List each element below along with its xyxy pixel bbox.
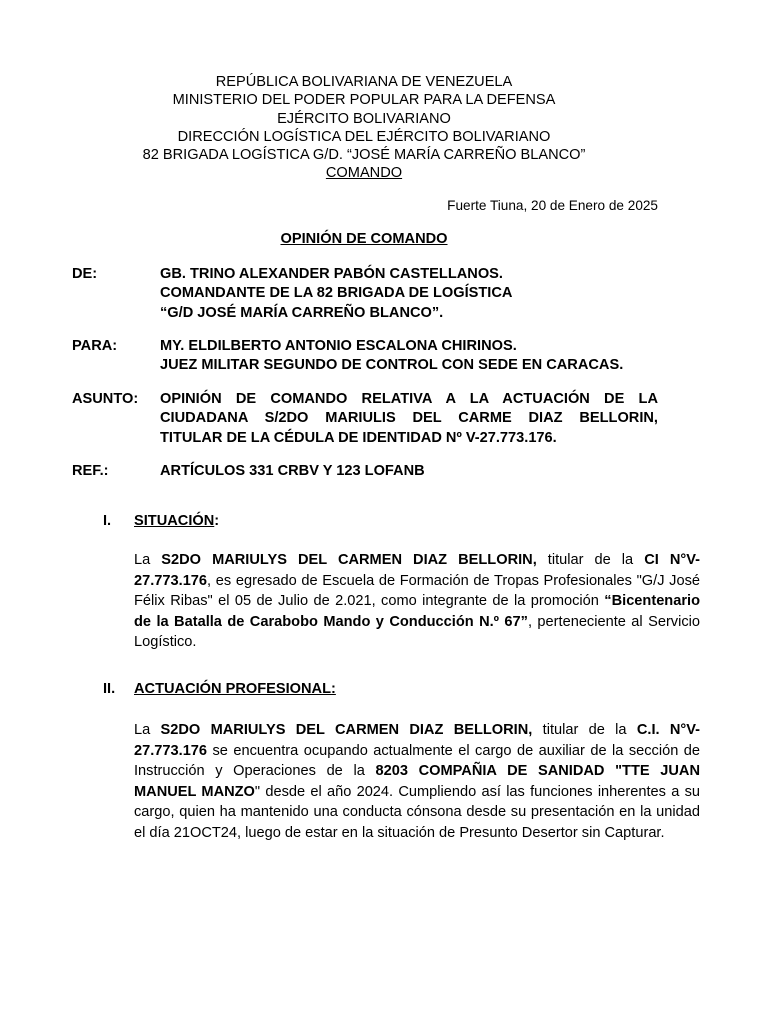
field-para [72, 337, 662, 376]
bold-name: S2DO MARIULYS DEL CARMEN DIAZ BELLORIN, [161, 552, 537, 568]
text-run: " desde el año 2024. Cumpliendo así las funciones inherentes a su cargo, quien ha mantenido una conducta cónsona desde su presentación en la unidad el día 21OCT24, luego de estar en la situación de Presunto Desertor sin Capturar. [134, 783, 700, 841]
text-run: titular de la [536, 552, 645, 568]
document-date: Fuerte Tiuna, 20 de Enero de 2025 [447, 198, 658, 213]
header-line-4: DIRECCIÓN LOGÍSTICA DEL EJÉRCITO BOLIVARIANO [177, 128, 551, 145]
bold-company: 8203 COMPAÑIA DE SANIDAD "TTE JUAN MANUEL MANZO [134, 763, 700, 800]
letterhead [0, 73, 728, 183]
field-asunto [72, 390, 658, 448]
text-run: se encuentra ocupando actualmente el cargo de auxiliar de la sección de Instrucción y Operaciones de la [134, 742, 700, 780]
field-de-line-3: “G/D JOSÉ MARÍA CARREÑO BLANCO”. [160, 304, 444, 321]
section-2-title: ACTUACIÓN PROFESIONAL: [134, 681, 336, 697]
text-run: La [134, 552, 162, 568]
text-run: La [134, 722, 161, 738]
text-run: , es egresado de Escuela de Formación de Tropas Profesionales "G/J José Félix Ribas" el 05 de Julio de 2.021, como integrante de la promoción [134, 572, 700, 610]
header-line-1: REPÚBLICA BOLIVARIANA DE VENEZUELA [215, 74, 513, 90]
bold-id: CI N°V-27.773.176 [134, 552, 701, 589]
field-para-line-1: MY. ELDILBERTO ANTONIO ESCALONA CHIRINOS. [160, 338, 517, 354]
header-line-2: MINISTERIO DEL PODER POPULAR PARA LA DEFENSA [172, 92, 556, 109]
field-asunto-line-2: CIUDADANA S/2DO MARIULIS DEL CARME DIAZ BELLORIN, [160, 410, 658, 427]
section-1-colon: : [214, 513, 220, 529]
document-title: OPINIÓN DE COMANDO [280, 231, 448, 247]
field-ref-value: ARTÍCULOS 331 CRBV Y 123 LOFANB [160, 463, 425, 479]
field-asunto-label: ASUNTO: [72, 391, 139, 407]
field-para-line-2: JUEZ MILITAR SEGUNDO DE CONTROL CON SEDE EN CARACAS. [160, 357, 624, 374]
text-run: , perteneciente al Servicio Logístico. [134, 613, 700, 651]
field-asunto-line-3: TITULAR DE LA CÉDULA DE IDENTIDAD Nº V-27.773.176. [160, 429, 557, 446]
field-de-label: DE: [72, 266, 98, 282]
section-1-heading [103, 513, 219, 529]
field-asunto-line-1: OPINIÓN DE COMANDO RELATIVA A LA ACTUACIÓN DE LA [160, 391, 658, 407]
bold-name: S2DO MARIULYS DEL CARMEN DIAZ BELLORIN, [160, 722, 533, 738]
section-1-number: I. [103, 513, 112, 529]
header-line-5: 82 BRIGADA LOGÍSTICA G/D. “JOSÉ MARÍA CARREÑO BLANCO” [142, 147, 586, 164]
section-1-paragraph [134, 550, 700, 653]
section-2-paragraph [134, 720, 700, 844]
text-run: titular de la [532, 722, 637, 738]
field-de [72, 265, 662, 323]
header-line-6: COMANDO [325, 165, 403, 182]
field-ref-label: REF.: [72, 463, 109, 479]
field-para-label: PARA: [72, 338, 118, 354]
section-2-number: II. [103, 681, 116, 697]
field-de-line-2: COMANDANTE DE LA 82 BRIGADA DE LOGÍSTICA [160, 285, 513, 302]
header-line-3: EJÉRCITO BOLIVARIANO [277, 110, 451, 127]
bold-id: C.I. N°V-27.773.176 [134, 722, 701, 759]
section-1-title: SITUACIÓN [134, 513, 215, 529]
section-2-heading [103, 681, 336, 697]
field-ref [72, 462, 662, 481]
field-de-line-1: GB. TRINO ALEXANDER PABÓN CASTELLANOS. [160, 266, 503, 282]
bold-promotion: “Bicentenario de la Batalla de Carabobo Mando y Conducción N.º 67” [134, 593, 700, 630]
